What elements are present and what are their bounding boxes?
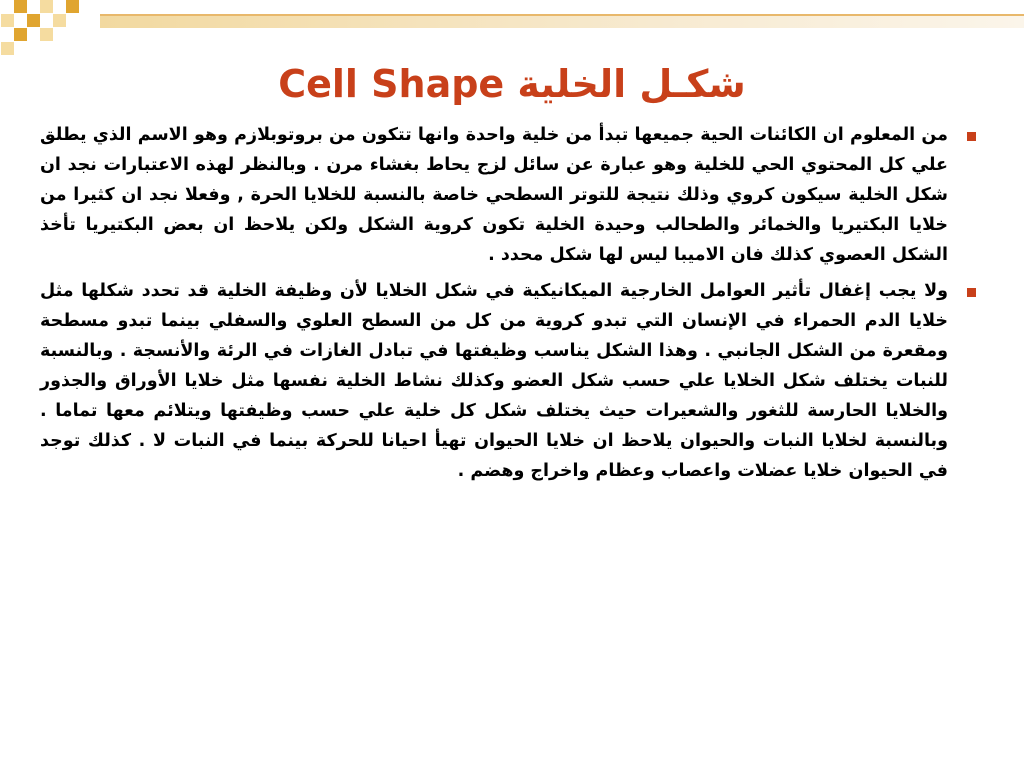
decor-square (14, 0, 27, 13)
slide-content (40, 120, 982, 760)
bullet-text: ولا يجب إغفال تأثير العوامل الخارجية الميكانيكية في شكل الخلايا لأن وظيفة الخلية قد تحدد شكلها مثل خلايا الدم الحمراء في الإنسان التي تبدو كروية من كل من السطح العلوي والسفلي بينما تبدو مسطحة ومقعرة من الشكل الجانبي . وهذا الشكل يناسب وظيفتها في تبادل الغازات في الرئة والأنسجة . وبالنسبة للنبات يختلف شكل الخلايا علي حسب شكل العضو وكذلك نشاط الخلية نفسها مثل خلايا الأوراق والجذور والخلايا الحارسة للثغور والشعيرات حيث يختلف شكل كل خلية علي حسب وظيفتها ويتلائم معها تماما . وبالنسبة لخلايا النبات والحيوان يلاحظ ان خلايا الحيوان تهيأ احيانا للحركة بينما في النبات لا . كذلك توجد في الحيوان خلايا عضلات واعصاب وعظام واخراج وهضم . (40, 281, 948, 481)
slide-title: Cell Shape شكـل الخلية (278, 62, 746, 106)
bullet-paragraph (40, 276, 982, 486)
decor-square (66, 0, 79, 13)
decor-bar (100, 16, 1024, 28)
bullet-square-icon (967, 132, 976, 141)
decor-square (40, 0, 53, 13)
decor-square (1, 42, 14, 55)
decor-square (14, 28, 27, 41)
decor-square (1, 14, 14, 27)
decor-square (27, 14, 40, 27)
corner-decoration (0, 0, 1024, 50)
bullet-text: من المعلوم ان الكائنات الحية جميعها تبدأ من خلية واحدة وانها تتكون من بروتوبلازم وهو الاسم الذي يطلق علي كل المحتوي الحي للخلية وهو عبارة عن سائل لزج يحاط بغشاء مرن . وبالنظر لهذه الاعتبارات نجد ان شكل الخلية سيكون كروي وذلك نتيجة للتوتر السطحي خاصة بالنسبة للخلايا الحرة , وفعلا نجد ان كثيرا من خلايا البكتيريا والخمائر والطحالب وحيدة الخلية تكون كروية الشكل ولكن يلاحظ ان بعض البكتيريا تأخذ الشكل العصوي كذلك فان الاميبا ليس لها شكل محدد . (40, 125, 948, 265)
bullet-paragraph (40, 120, 982, 270)
decor-square (40, 28, 53, 41)
decor-square (53, 14, 66, 27)
bullet-square-icon (967, 288, 976, 297)
